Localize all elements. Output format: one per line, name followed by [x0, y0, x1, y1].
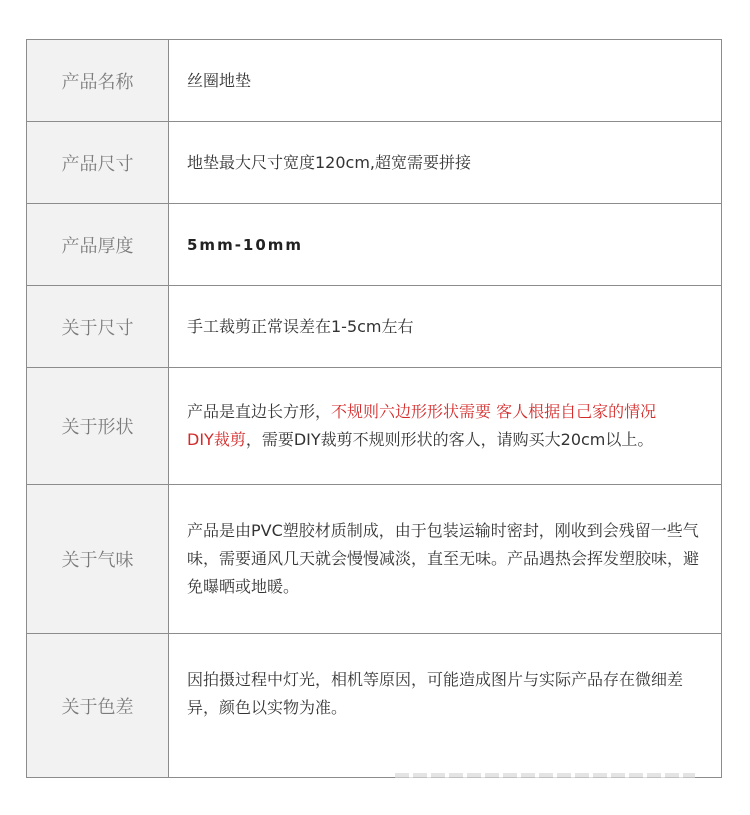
label-cell	[27, 122, 169, 203]
shape-text-highlight: 不规则六边形形状需要 客人根据自己家的情况	[331, 402, 657, 421]
spec-value-about-size: 手工裁剪正常误差在1-5cm左右	[187, 316, 414, 336]
product-spec-table	[26, 39, 722, 778]
spec-value-product-thickness: 5mm-10mm	[187, 235, 304, 254]
decorative-bottom-strip	[395, 773, 695, 778]
spec-label-about-color: 关于色差	[61, 696, 134, 718]
value-cell	[169, 122, 721, 203]
spec-label-about-smell: 关于气味	[61, 550, 134, 571]
value-cell	[169, 204, 721, 285]
value-cell	[169, 40, 721, 121]
spec-value-product-name: 丝圈地垫	[187, 70, 252, 90]
value-cell	[169, 286, 721, 367]
spec-label-product-thickness: 产品厚度	[61, 235, 134, 257]
spec-label-about-size: 关于尺寸	[61, 317, 134, 339]
label-cell	[27, 286, 169, 367]
spec-row-about-color	[27, 634, 721, 777]
spec-label-about-shape: 关于形状	[61, 417, 134, 438]
shape-text-rest: ，需要DIY裁剪不规则形状的客人，请购买大20cm以上。	[245, 430, 654, 449]
label-cell	[27, 40, 169, 121]
label-cell	[27, 204, 169, 285]
spec-value-about-shape	[187, 398, 656, 454]
spec-value-product-size: 地垫最大尺寸宽度120cm,超宽需要拼接	[187, 152, 472, 172]
value-cell	[169, 634, 721, 777]
spec-label-product-name: 产品名称	[61, 71, 134, 93]
value-cell	[169, 368, 721, 484]
spec-row-about-smell	[27, 485, 721, 634]
label-cell	[27, 634, 169, 777]
spec-label-product-size: 产品尺寸	[61, 153, 134, 175]
spec-row-product-size	[27, 122, 721, 204]
spec-value-about-smell: 产品是由PVC塑胶材质制成，由于包装运输时密封，刚收到会残留一些气味，需要通风几天就会慢慢减淡，直至无味。产品遇热会挥发塑胶味，避免曝晒或地暖。	[187, 521, 700, 596]
spec-value-about-color: 因拍摄过程中灯光，相机等原因，可能造成图片与实际产品存在微细差异，颜色以实物为准。	[187, 670, 684, 717]
shape-text-diy-highlight: DIY裁剪	[187, 430, 246, 449]
spec-row-about-size	[27, 286, 721, 368]
shape-text-intro: 产品是直边长方形，	[187, 402, 332, 421]
label-cell	[27, 485, 169, 633]
label-cell	[27, 368, 169, 484]
spec-row-product-thickness	[27, 204, 721, 286]
value-cell	[169, 485, 721, 633]
spec-row-about-shape	[27, 368, 721, 485]
spec-row-product-name	[27, 40, 721, 122]
